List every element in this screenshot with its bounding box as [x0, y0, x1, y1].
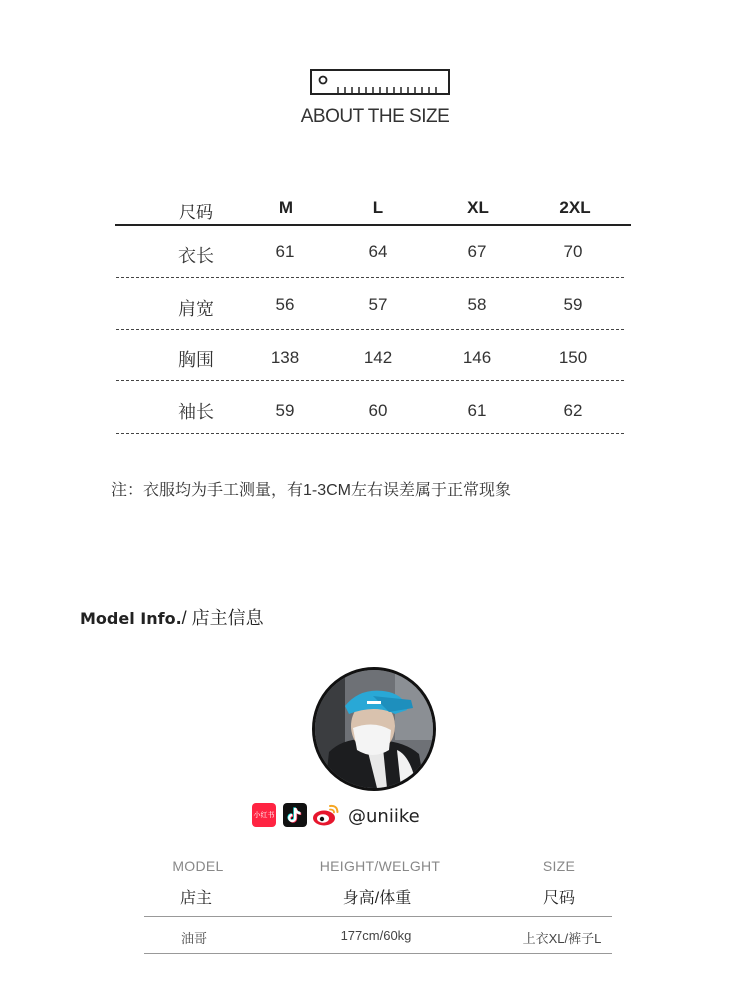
row-label-shoulder: 肩宽 [178, 299, 214, 319]
size-header-2xl: 2XL [559, 198, 591, 217]
height-weight-value: 177cm/60kg [340, 928, 412, 943]
table-cell: 142 [363, 348, 393, 367]
row-label-length: 衣长 [178, 246, 214, 266]
model-info-heading [80, 604, 264, 630]
row-divider [116, 380, 624, 381]
size-value: 上衣XL/裤子L [522, 931, 602, 946]
table-corner-label: 尺码 [179, 203, 213, 222]
table-cell: 56 [275, 295, 295, 314]
table-header-rule [115, 224, 631, 226]
ruler-icon [310, 69, 450, 95]
model-name-value: 油哥 [180, 931, 207, 946]
model-info-heading-en: Model Info. [80, 609, 182, 628]
table-cell: 64 [368, 242, 388, 261]
model-table-rule [144, 953, 612, 954]
table-cell: 150 [558, 348, 588, 367]
weibo-icon[interactable] [312, 802, 340, 828]
table-cell: 138 [270, 348, 300, 367]
douyin-icon[interactable] [283, 803, 307, 827]
size-header-m: M [278, 198, 294, 217]
row-label-sleeve: 袖长 [178, 402, 214, 422]
table-cell: 146 [462, 348, 492, 367]
douyin-glyph [283, 803, 307, 827]
model-column-header: MODEL [172, 858, 224, 874]
measurement-note: 注：衣服均为手工测量，有1-3CM左右误差属于正常现象 [111, 482, 512, 499]
row-label-chest: 胸围 [178, 350, 214, 370]
model-info-heading-sep: / [181, 608, 192, 628]
size-header-l: L [372, 198, 384, 217]
model-column-subheader: 店主 [179, 890, 212, 907]
size-column-header: SIZE [542, 858, 576, 874]
row-divider [116, 433, 624, 434]
height-weight-column-subheader: 身高/体重 [342, 890, 412, 907]
xiaohongshu-icon-text: 小红书 [253, 811, 275, 819]
table-cell: 61 [275, 242, 295, 261]
size-header-xl: XL [467, 198, 489, 217]
row-divider [116, 277, 624, 278]
model-table-rule [144, 916, 612, 917]
table-cell: 58 [467, 295, 487, 314]
model-info-heading-cn: 店主信息 [191, 608, 264, 628]
table-cell: 59 [275, 401, 295, 420]
table-cell: 57 [368, 295, 388, 314]
weibo-glyph [312, 802, 340, 828]
table-cell: 60 [368, 401, 388, 420]
table-cell: 61 [467, 401, 487, 420]
size-section-title: ABOUT THE SIZE [300, 106, 450, 127]
height-weight-column-header: HEIGHT/WELGHT [319, 858, 441, 874]
table-cell: 62 [563, 401, 583, 420]
table-cell: 59 [563, 295, 583, 314]
size-column-subheader: 尺码 [542, 890, 575, 907]
avatar [312, 667, 436, 791]
social-handle[interactable]: @uniike [348, 806, 420, 827]
xiaohongshu-icon[interactable] [252, 803, 276, 827]
row-divider [116, 329, 624, 330]
table-cell: 70 [563, 242, 583, 261]
table-cell: 67 [467, 242, 487, 261]
avatar-photo [315, 670, 433, 788]
